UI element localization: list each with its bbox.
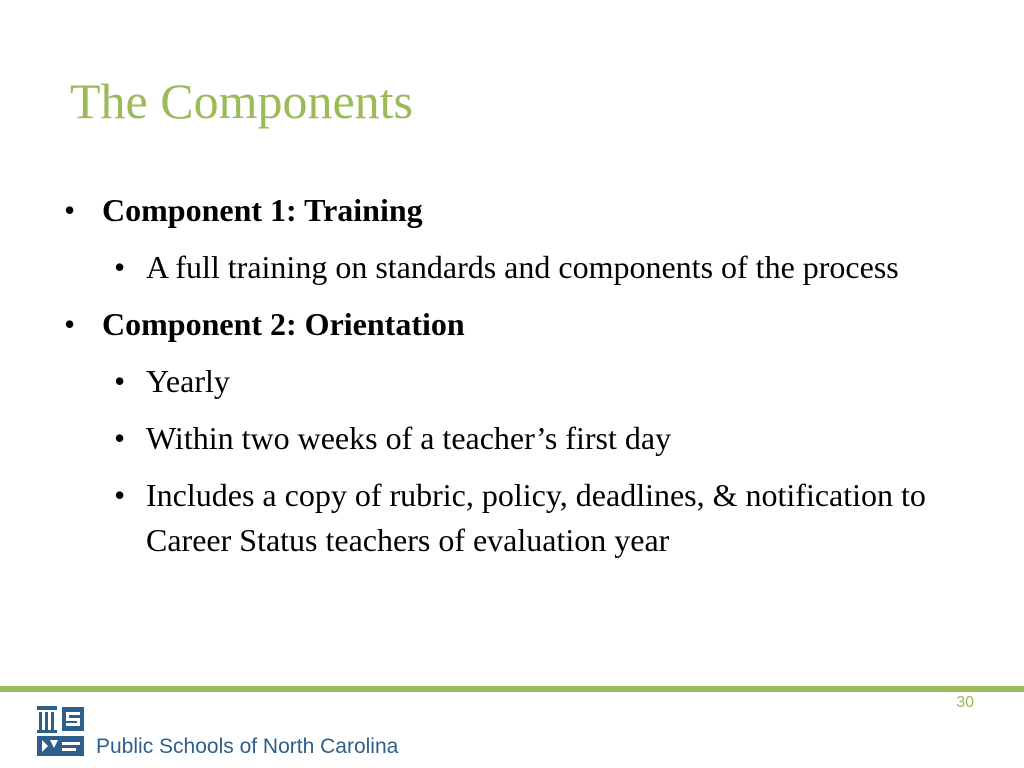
sub-bullet-marker: • [114,477,126,513]
bullet-label: Component 1: Training [102,192,423,228]
sub-bullet-text: Yearly [146,363,230,399]
bullet-list [0,188,1024,563]
footer-divider [0,686,1024,692]
bullet-marker: • [64,192,76,228]
sub-bullet-text: Includes a copy of rubric, policy, deadlines, & notification to Career Status teachers of evaluation year [146,477,926,558]
bullet-label: Component 2: Orientation [102,306,465,342]
page-number: 30 [956,694,974,711]
sub-bullet-marker: • [114,420,126,456]
sub-bullet-marker: • [114,363,126,399]
nc-public-schools-logo-icon [32,702,88,760]
sub-bullet-marker: • [114,249,126,285]
bullet-item [0,188,1024,233]
bullet-item [0,302,1024,347]
footer-org-name: Public Schools of North Carolina [96,735,399,758]
slide-title: The Components [70,73,414,129]
sub-bullet-text: A full training on standards and components of the process [146,249,899,285]
bullet-marker: • [64,306,76,342]
sub-bullet-text: Within two weeks of a teacher’s first day [146,420,672,456]
sub-bullet-item [0,416,1024,461]
sub-bullet-item [0,245,1024,290]
sub-bullet-item [0,359,1024,404]
sub-bullet-item [0,473,1024,563]
